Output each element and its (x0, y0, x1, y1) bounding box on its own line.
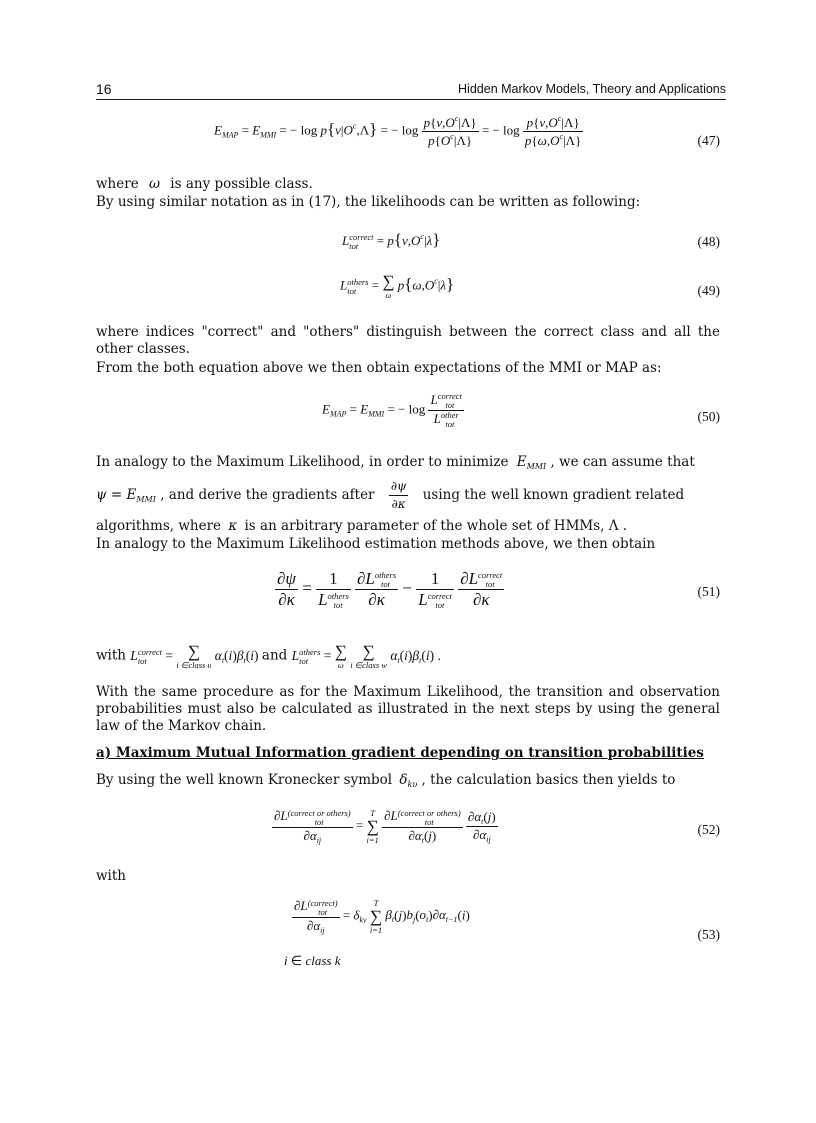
section-heading: a) Maximum Mutual Information gradient depending on transition probabilities (96, 745, 704, 761)
running-header-title: Hidden Markov Models, Theory and Applications (458, 82, 726, 96)
paragraph: By using the well known Kronecker symbol $\delta_{k\upsilon}$ , the calculation basics then yields to (96, 772, 676, 789)
equation-48: Lcorrect tot = $p\{v,O^c|\lambda\}$ (342, 230, 441, 252)
equation-47: $E_{MAP} = E_{MMI}$ = − $\log p\{v|O^c,\Lambda\}$ = − log $\frac{p\{v,O^c|\Lambda\}}{p\{O^c|\Lambda\}}$ = − log $\frac{p\{v,O^c|\Lambda\}}{p\{\omega,O^c|\Lambda\}}$ (214, 114, 582, 148)
equation-49: Lothers tot = ∑ ω $p\{\omega,O^c|\lambda\}$ (340, 272, 455, 300)
equation-53: ∂L(correct) tot $\partial\alpha_{ij}$ = $\delta_{kv}$ T ∑ i=1 $\beta_t(j)b_j(o_t)\partial\alpha_{t-1}(i)$ (294, 897, 470, 935)
paragraph: where ω is any possible class. (96, 176, 313, 192)
paragraph: By using similar notation as in (17), the likelihoods can be written as following: (96, 194, 641, 210)
equation-number-48: (48) (697, 234, 720, 249)
equation-52: ∂L(correct or others) tot $\partial\alpha_{ij}$ = T ∑ i=1 ∂L(correct or others) tot $\partial\alpha_t(j)$ $\frac{\partial\alpha_t(j)}{\partial\alpha_{ij}}$ (274, 807, 496, 845)
equation-number-50: (50) (697, 409, 720, 424)
equation-50: $E_{MAP} = E_{MMI}$ = − log Lcorrect tot Lother tot (322, 391, 462, 430)
paragraph: where indices "correct" and "others" distinguish between the correct class and all the other classes. (96, 324, 720, 357)
page-number: 16 (96, 81, 112, 97)
equation-number-47: (47) (697, 133, 720, 148)
equation-number-52: (52) (697, 822, 720, 837)
paragraph: with (96, 868, 126, 884)
header-rule (96, 99, 726, 100)
equation-number-51: (51) (697, 584, 720, 599)
equation-53-condition: i ∈ class k (284, 953, 341, 968)
equation-51: $\frac{\partial\psi}{\partial\kappa}$ = 1 Lothers tot ∂Lothers tot ∂κ − 1 Lcorrect tot ∂Lcorrect tot ∂κ (277, 569, 503, 611)
paragraph: In analogy to the Maximum Likelihood, in order to minimize $E_{MMI}$ , we can assume that (96, 454, 695, 471)
paragraph: $\psi = E_{MMI}$ , and derive the gradients after $\frac{\partial\psi}{\partial\kappa}$ using the well known gradient related (96, 479, 685, 511)
equation-number-49: (49) (697, 283, 720, 298)
paragraph: With the same procedure as for the Maximum Likelihood, the transition and observation probabilities must also be calculated as illustrated in the next steps by using the general law of the Markov chain. (96, 684, 720, 734)
paragraph: with Lcorrect tot = ∑ i ∈class υ $\alpha_t(i)\beta_t(i)$ and Lothers tot = ∑ ω ∑ i ∈class w $\alpha_t(i)\beta_t(i)$ . (96, 642, 441, 670)
paragraph: In analogy to the Maximum Likelihood estimation methods above, we then obtain (96, 536, 656, 552)
paragraph: algorithms, where κ is an arbitrary parameter of the whole set of HMMs, Λ . (96, 518, 628, 534)
equation-number-53: (53) (697, 927, 720, 942)
paragraph: From the both equation above we then obtain expectations of the MMI or MAP as: (96, 360, 662, 376)
